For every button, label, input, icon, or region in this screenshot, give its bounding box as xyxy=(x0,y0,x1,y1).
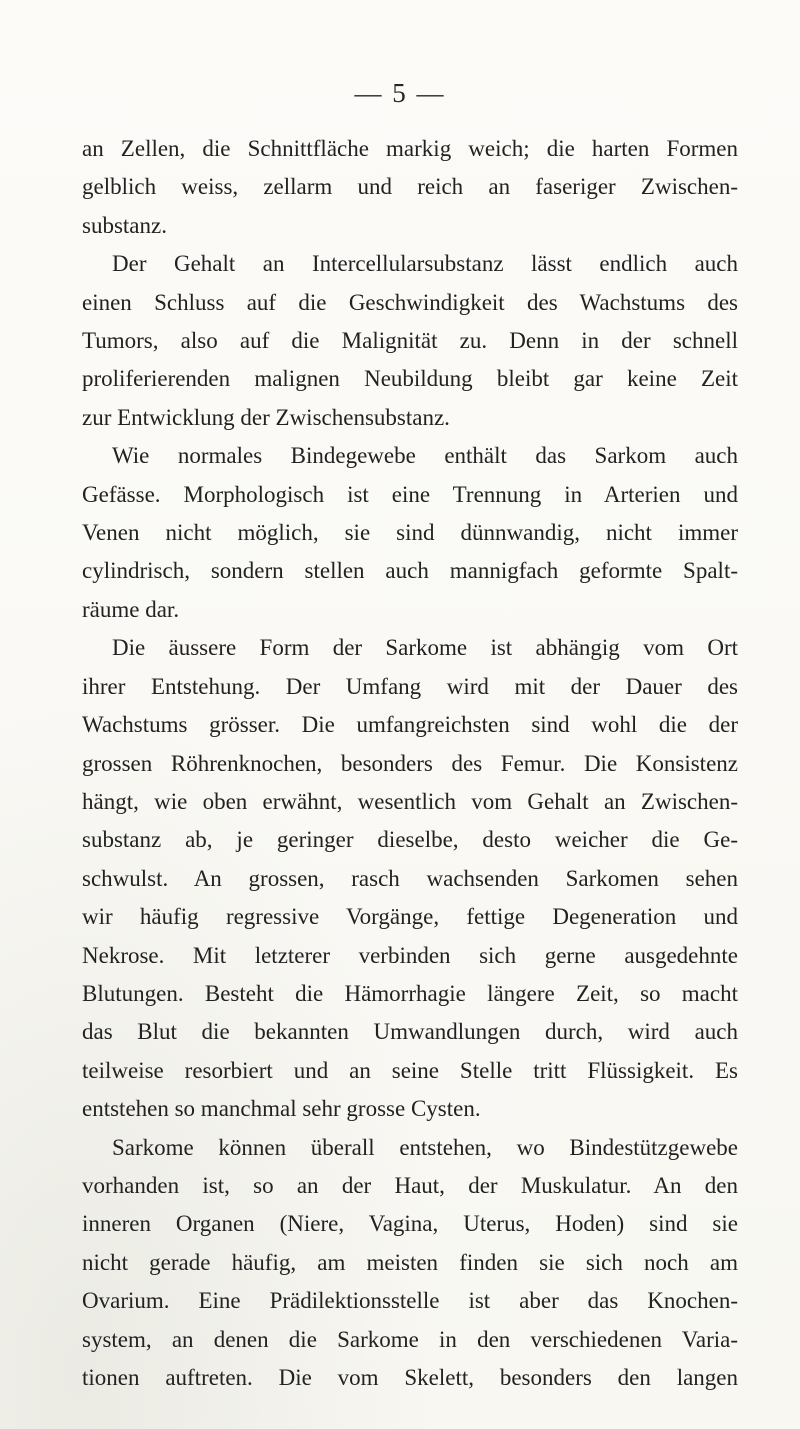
text-line: tionen auftreten. Die vom Skelett, besonders den langen xyxy=(82,1365,738,1390)
text-line: nicht gerade häufig, am meisten finden sie sich noch am xyxy=(82,1249,738,1275)
text-line: Ovarium. Eine Prädilektionsstelle ist aber das Knochen- xyxy=(82,1288,738,1314)
text-line: einen Schluss auf die Geschwindigkeit des Wachstums des xyxy=(82,289,738,315)
text-line: Der Gehalt an Intercellularsubstanz lässt endlich auch xyxy=(112,251,738,277)
text-line: an Zellen, die Schnittfläche markig weich; die harten Formen xyxy=(82,136,738,161)
text-line: gelblich weiss, zellarm und reich an faseriger Zwischen- xyxy=(82,174,738,200)
paragraph xyxy=(82,245,738,437)
text-line: hängt, wie oben erwähnt, wesentlich vom Gehalt an Zwischen- xyxy=(82,788,738,814)
text-line: Blutungen. Besteht die Hämorrhagie längere Zeit, so macht xyxy=(82,980,738,1006)
paragraph xyxy=(82,629,738,1128)
text-line: Nekrose. Mit letzterer verbinden sich gerne ausgedehnte xyxy=(82,942,738,968)
text-line: teilweise resorbiert und an seine Stelle tritt Flüssigkeit. Es xyxy=(82,1057,738,1083)
text-line: substanz ab, je geringer dieselbe, desto weicher die Ge- xyxy=(82,827,738,853)
text-line: wir häufig regressive Vorgänge, fettige Degeneration und xyxy=(82,904,738,930)
text-line: Wie normales Bindegewebe enthält das Sarkom auch xyxy=(112,443,738,469)
text-line: entstehen so manchmal sehr grosse Cysten. xyxy=(82,1096,481,1122)
body-text xyxy=(82,130,738,1397)
text-line: zur Entwicklung der Zwischensubstanz. xyxy=(82,404,450,430)
text-line: Wachstums grösser. Die umfangreichsten sind wohl die der xyxy=(82,712,738,738)
text-line: das Blut die bekannten Umwandlungen durch, wird auch xyxy=(82,1019,738,1045)
text-line: cylindrisch, sondern stellen auch mannigfach geformte Spalt- xyxy=(82,558,738,584)
text-line: vorhanden ist, so an der Haut, der Muskulatur. An den xyxy=(82,1172,738,1198)
text-line: inneren Organen (Niere, Vagina, Uterus, Hoden) sind sie xyxy=(82,1211,738,1237)
text-line: schwulst. An grossen, rasch wachsenden Sarkomen sehen xyxy=(82,865,738,891)
text-line: substanz. xyxy=(82,212,167,238)
paragraph xyxy=(82,130,738,245)
text-line: Tumors, also auf die Malignität zu. Denn in der schnell xyxy=(82,328,738,354)
text-line: system, an denen die Sarkome in den verschiedenen Varia- xyxy=(82,1326,738,1352)
text-line: ihrer Entstehung. Der Umfang wird mit der Dauer des xyxy=(82,673,738,699)
text-line: grossen Röhrenknochen, besonders des Femur. Die Konsistenz xyxy=(82,750,738,776)
paragraph xyxy=(82,437,738,629)
text-line: räume dar. xyxy=(82,596,180,622)
text-line: proliferierenden malignen Neubildung bleibt gar keine Zeit xyxy=(82,366,738,392)
paragraph xyxy=(82,1129,738,1398)
text-line: Die äussere Form der Sarkome ist abhängig vom Ort xyxy=(112,635,738,661)
text-line: Venen nicht möglich, sie sind dünnwandig, nicht immer xyxy=(82,520,738,546)
text-line: Gefässe. Morphologisch ist eine Trennung in Arterien und xyxy=(82,481,738,507)
page-number: — 5 — xyxy=(354,78,446,108)
text-line: Sarkome können überall entstehen, wo Bindestützgewebe xyxy=(112,1134,738,1160)
